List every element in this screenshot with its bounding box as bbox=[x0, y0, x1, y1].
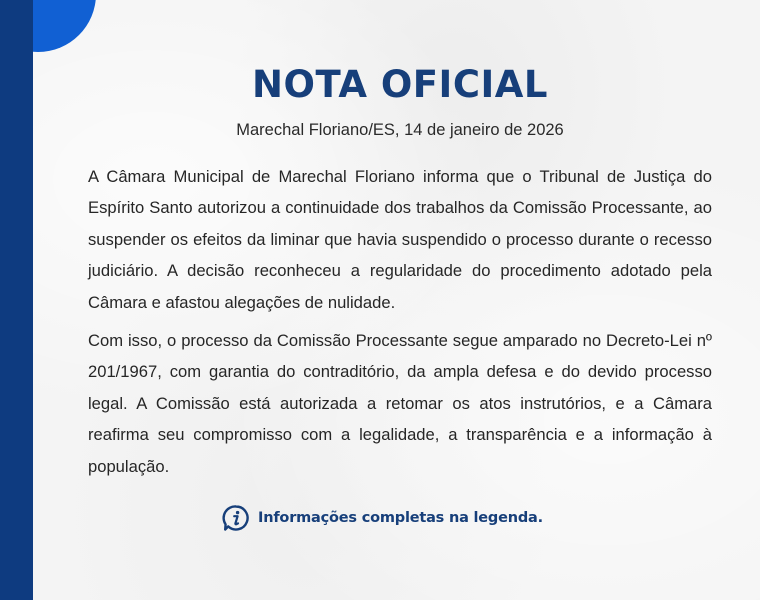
body-paragraph-1: A Câmara Municipal de Marechal Floriano informa que o Tribunal de Justiça do Espírito Santo autorizou a continuidade dos trabalhos da Comissão Processante, ao suspender os efeitos da liminar que havia suspendido o processo durante o recesso judiciário. A decisão reconheceu a regularidade do procedimento adotado pela Câmara e afastou alegações de nulidade. bbox=[88, 167, 712, 312]
footer-note-text: Informações completas na legenda. bbox=[258, 510, 543, 526]
date-location-line: Marechal Floriano/ES, 14 de janeiro de 2026 bbox=[236, 121, 564, 139]
info-speech-bubble-icon bbox=[222, 504, 250, 532]
page-title: NOTA OFICIAL bbox=[252, 63, 548, 106]
footer-note bbox=[222, 504, 543, 532]
body-paragraph-2: Com isso, o processo da Comissão Processante segue amparado no Decreto-Lei nº 201/1967, com garantia do contraditório, da ampla defesa e do devido processo legal. A Comissão está autorizada a retomar os atos instrutórios, e a Câmara reafirma seu compromisso com a legalidade, a transparência e a informação à população. bbox=[88, 331, 712, 476]
side-decorative-strip bbox=[0, 0, 33, 600]
